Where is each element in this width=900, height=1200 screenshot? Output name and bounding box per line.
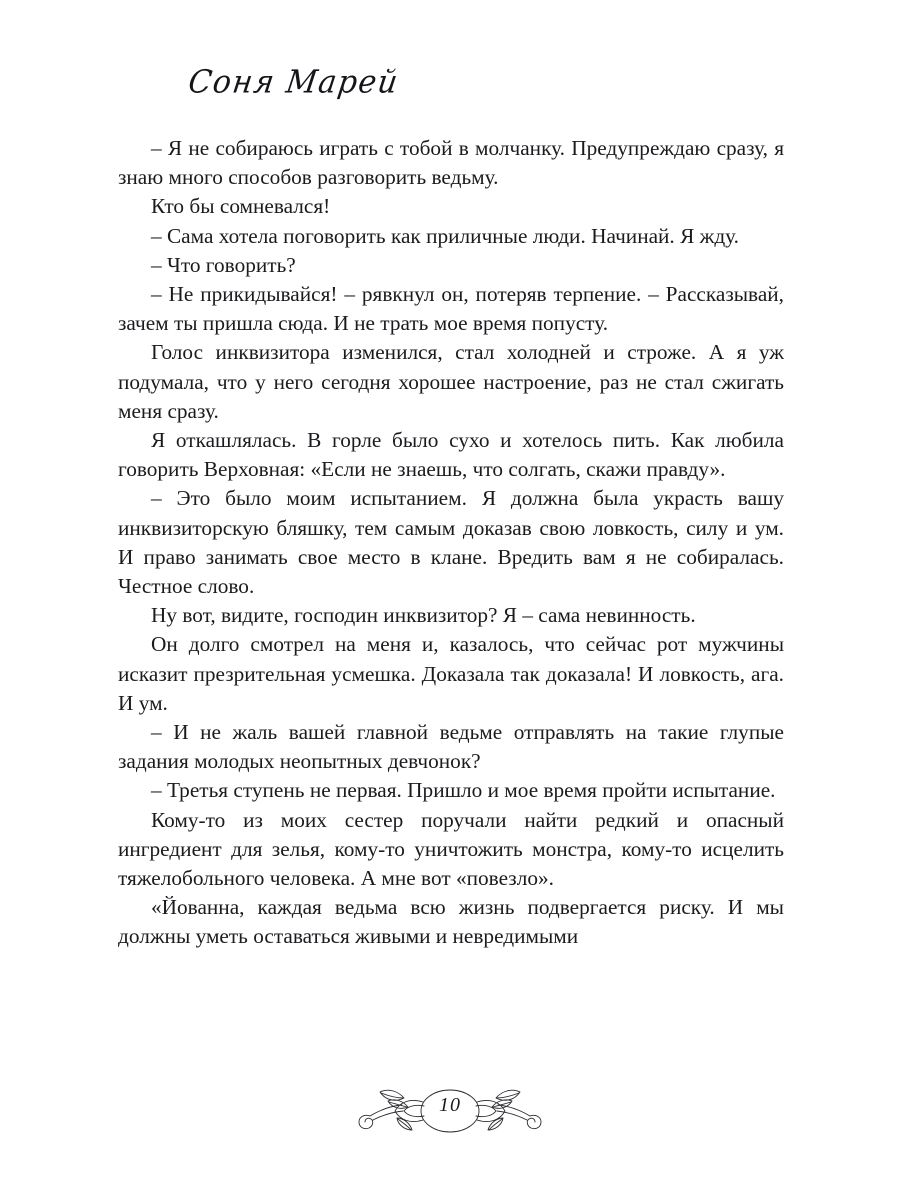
page-number: 10 xyxy=(439,1094,461,1116)
paragraph: – Это было моим испытанием. Я должна была украсть вашу инквизиторскую бляшку, тем самым доказав свою ловкость, силу и ум. И право занимать свое место в клане. Вредить вам я не собиралась. Честное слово. xyxy=(118,486,784,599)
paragraph: – Третья ступень не первая. Пришло и мое время пройти испытание. xyxy=(151,778,776,803)
paragraph: Он долго смотрел на меня и, казалось, что сейчас рот мужчины исказит презрительная усмешка. Доказала так доказала! И ловкость, ага. И ум. xyxy=(118,632,784,715)
decorative-vignette-icon xyxy=(340,1074,560,1148)
running-head xyxy=(186,63,706,110)
paragraph: – Я не собираюсь играть с тобой в молчанку. Предупреждаю сразу, я знаю много способов разговорить ведьму. xyxy=(118,136,784,190)
footer-ornament xyxy=(0,1074,900,1148)
paragraph: Голос инквизитора изменился, стал холодней и строже. А я уж подумала, что у него сегодня хорошее настроение, раз не стал сжигать меня сразу. xyxy=(118,340,784,423)
paragraph: – Сама хотела поговорить как приличные люди. Начинай. Я жду. xyxy=(151,223,740,248)
paragraph: Кто бы сомневался! xyxy=(151,194,331,219)
paragraph: Я откашлялась. В горле было сухо и хотелось пить. Как любила говорить Верховная: «Если не знаешь, что солгать, скажи правду». xyxy=(118,428,784,482)
body-text-block xyxy=(118,134,784,952)
paragraph: Ну вот, видите, господин инквизитор? Я – сама невинность. xyxy=(151,603,696,628)
paragraph: – Не прикидывайся! – рявкнул он, потеряв терпение. – Рассказывай, зачем ты пришла сюда. И не трать мое время попусту. xyxy=(118,282,784,336)
paragraph: «Йованна, каждая ведьма всю жизнь подвергается риску. И мы должны уметь оставаться живыми и невредимыми xyxy=(118,895,784,949)
paragraph: – И не жаль вашей главной ведьме отправлять на такие глупые задания молодых неопытных девчонок? xyxy=(118,720,784,774)
paragraph: – Что говорить? xyxy=(151,252,296,277)
paragraph: Кому-то из моих сестер поручали найти редкий и опасный ингредиент для зелья, кому-то уничтожить монстра, кому-то исцелить тяжелобольного человека. А мне вот «повезло». xyxy=(118,807,784,891)
oval-frame-icon xyxy=(421,1090,479,1132)
running-head-author-name: Соня Марей xyxy=(186,63,402,101)
